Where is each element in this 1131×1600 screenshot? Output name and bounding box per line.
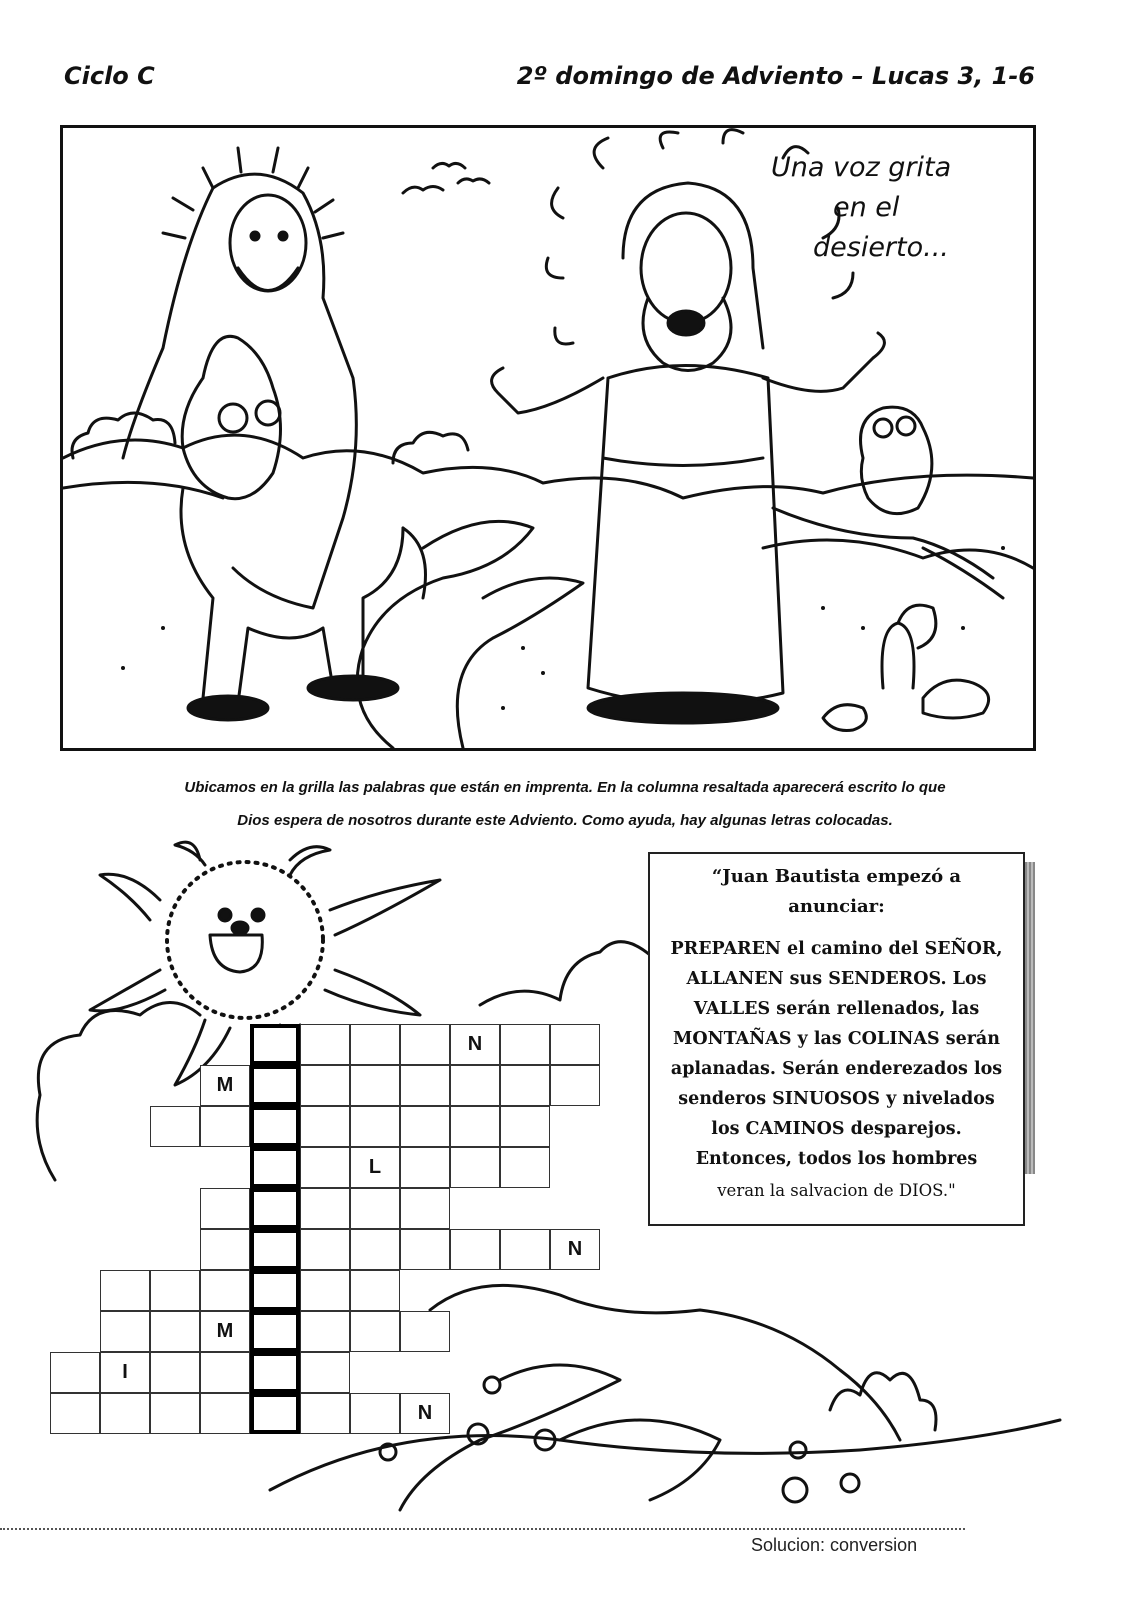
solution-text: Solucion: conversion <box>751 1535 918 1555</box>
crossword-key-cell[interactable] <box>250 1270 300 1311</box>
quote-line: Entonces, todos los hombres <box>695 1149 978 1169</box>
instructions-line-1: Ubicamos en la grilla las palabras que están en imprenta. En la columna resaltada aparecerá escrito lo que <box>184 779 946 796</box>
crossword-cell[interactable] <box>300 1147 350 1188</box>
crossword-cell[interactable] <box>50 1352 100 1393</box>
quote-body <box>650 934 1023 1174</box>
instructions-line-2: Dios espera de nosotros durante este Adviento. Como ayuda, hay algunas letras colocadas. <box>237 812 893 829</box>
crossword-cell[interactable]: N <box>550 1229 600 1270</box>
crossword-cell[interactable] <box>300 1229 350 1270</box>
crossword-cell[interactable] <box>500 1147 550 1188</box>
quote-line: MONTAÑAS y las COLINAS serán <box>673 1029 1000 1049</box>
crossword-key-cell[interactable] <box>250 1393 300 1434</box>
crossword-key-cell[interactable] <box>250 1188 300 1229</box>
crossword-cell[interactable] <box>300 1188 350 1229</box>
gospel-quote-box <box>648 852 1025 1226</box>
crossword-cell[interactable] <box>300 1106 350 1147</box>
crossword-cell[interactable] <box>350 1188 400 1229</box>
crossword-key-cell[interactable] <box>250 1352 300 1393</box>
crossword-cell[interactable] <box>100 1393 150 1434</box>
separator-line <box>0 1528 965 1530</box>
speech-line-1: Una voz grita <box>771 152 952 183</box>
speech-line-2: en el <box>833 192 900 223</box>
crossword-cell[interactable] <box>400 1106 450 1147</box>
crossword-cell[interactable]: M <box>200 1311 250 1352</box>
crossword-cell[interactable] <box>50 1393 100 1434</box>
robe-john <box>588 366 783 705</box>
crossword-cell[interactable] <box>150 1352 200 1393</box>
crossword-cell[interactable] <box>500 1065 550 1106</box>
rock-1 <box>923 680 989 718</box>
crossword-cell[interactable] <box>350 1311 400 1352</box>
crossword-cell[interactable] <box>300 1270 350 1311</box>
crossword-key-cell[interactable] <box>250 1229 300 1270</box>
hill-line-3 <box>763 540 1033 568</box>
crossword-cell[interactable] <box>400 1229 450 1270</box>
cloak-edge <box>123 188 213 458</box>
crossword-cell[interactable] <box>100 1311 150 1352</box>
crossword-cell[interactable] <box>500 1229 550 1270</box>
donkey-head <box>182 336 280 498</box>
crossword-cell[interactable] <box>150 1393 200 1434</box>
crossword-cell[interactable] <box>350 1229 400 1270</box>
crossword-cell[interactable] <box>300 1065 350 1106</box>
cycle-label: Ciclo C <box>64 62 155 90</box>
quote-ending: veran la salvacion de DIOS." <box>717 1181 956 1200</box>
cactus <box>882 605 936 688</box>
crossword-cell[interactable]: N <box>450 1024 500 1065</box>
crossword-cell[interactable] <box>100 1270 150 1311</box>
cloud-right <box>480 942 650 1005</box>
sun-mouth <box>210 935 262 972</box>
crossword-cell[interactable] <box>550 1024 600 1065</box>
rock-2 <box>823 705 866 731</box>
ground-dots <box>121 546 1005 710</box>
coloring-illustration <box>60 125 1036 751</box>
crossword-key-cell[interactable] <box>250 1106 300 1147</box>
crossword-key-cell[interactable] <box>250 1024 300 1065</box>
road-left <box>357 521 533 748</box>
shadow-right <box>308 676 398 700</box>
belt-john <box>603 458 763 466</box>
crossword-cell[interactable]: M <box>200 1065 250 1106</box>
face-left <box>230 195 306 291</box>
crossword-cell[interactable] <box>300 1311 350 1352</box>
crossword-cell[interactable] <box>200 1229 250 1270</box>
bush-lower <box>830 1373 936 1430</box>
crossword-cell[interactable] <box>300 1393 350 1434</box>
crossword-cell[interactable] <box>300 1024 350 1065</box>
crossword-cell[interactable] <box>500 1024 550 1065</box>
quote-line: ALLANEN sus SENDEROS. Los <box>686 969 987 989</box>
flowers <box>380 1377 859 1502</box>
shadow-left <box>188 696 268 720</box>
crossword-cell[interactable]: L <box>350 1147 400 1188</box>
crossword-cell[interactable]: N <box>400 1393 450 1434</box>
speech-line-3: desierto... <box>813 232 949 263</box>
quote-line: senderos SINUOSOS y nivelados <box>678 1089 995 1109</box>
crossword-cell[interactable] <box>450 1106 500 1147</box>
crossword-cell[interactable] <box>350 1106 400 1147</box>
crossword-cell[interactable] <box>350 1024 400 1065</box>
crossword-cell[interactable] <box>200 1188 250 1229</box>
donkey-body <box>181 488 403 703</box>
crossword-cell[interactable] <box>450 1229 500 1270</box>
crossword-cell[interactable] <box>450 1147 500 1188</box>
crossword-cell[interactable] <box>150 1270 200 1311</box>
reading-reference: 2º domingo de Adviento – Lucas 3, 1-6 <box>516 62 1035 90</box>
quote-line: aplanadas. Serán enderezados los <box>670 1059 1003 1079</box>
crossword-cell[interactable]: I <box>100 1352 150 1393</box>
crossword-cell[interactable] <box>400 1024 450 1065</box>
quote-line: VALLES serán rellenados, las <box>693 999 980 1019</box>
crossword-cell[interactable] <box>450 1065 500 1106</box>
crossword-cell[interactable] <box>150 1106 200 1147</box>
crossword-cell[interactable] <box>400 1147 450 1188</box>
beard-left <box>238 268 298 291</box>
hill-line-2 <box>63 482 223 498</box>
crossword-cell[interactable] <box>300 1352 350 1393</box>
road-right <box>457 578 583 748</box>
crossword-cell[interactable] <box>400 1188 450 1229</box>
crossword-cell[interactable] <box>400 1311 450 1352</box>
arms-john <box>492 333 885 413</box>
crossword-cell[interactable] <box>550 1065 600 1106</box>
crossword-key-cell[interactable] <box>250 1065 300 1106</box>
crossword-cell[interactable] <box>350 1393 400 1434</box>
face-john <box>641 213 731 323</box>
quote-shadow <box>1025 862 1035 1174</box>
crossword-cell[interactable] <box>200 1106 250 1147</box>
crossword-cell[interactable] <box>350 1065 400 1106</box>
quote-line: PREPAREN el camino del SEÑOR, <box>670 939 1003 959</box>
quote-intro: “Juan Bautista empezó a anunciar: <box>711 866 962 917</box>
branch <box>773 508 1003 598</box>
bush-middle <box>393 432 468 463</box>
donkey-eye-left <box>219 404 247 432</box>
road-lower-2 <box>560 1420 720 1500</box>
crossword-cell[interactable] <box>200 1270 250 1311</box>
crossword-cell[interactable] <box>400 1065 450 1106</box>
cloud-left <box>37 1003 200 1181</box>
crossword-cell[interactable] <box>500 1106 550 1147</box>
crossword-cell[interactable] <box>200 1393 250 1434</box>
crossword-cell[interactable] <box>350 1270 400 1311</box>
crossword-key-cell[interactable] <box>250 1147 300 1188</box>
birds <box>403 163 489 193</box>
crossword-key-cell[interactable] <box>250 1311 300 1352</box>
hill-lower <box>430 1285 900 1440</box>
donkey-eye-right <box>256 401 280 425</box>
crossword-cell[interactable] <box>150 1311 200 1352</box>
shadow-john <box>588 693 778 723</box>
mouth-john <box>668 311 704 335</box>
crossword-cell[interactable] <box>200 1352 250 1393</box>
quote-line: los CAMINOS desparejos. <box>711 1119 962 1139</box>
